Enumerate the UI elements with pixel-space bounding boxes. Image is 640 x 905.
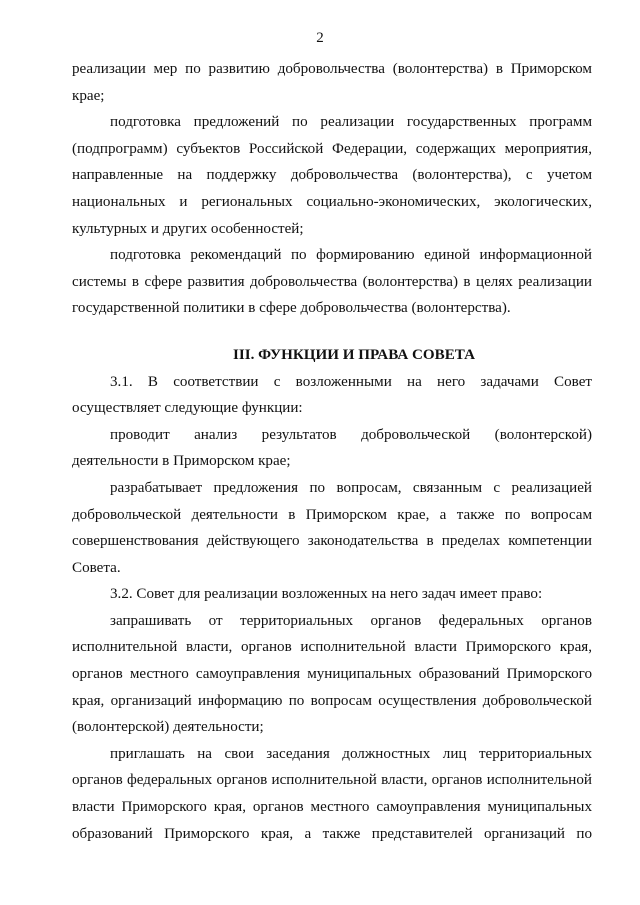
paragraph-function-analysis: проводит анализ результатов добровольческой (волонтерской) деятельности в Приморском крае; [72,426,592,470]
section-heading: III. ФУНКЦИИ И ПРАВА СОВЕТА [233,346,475,363]
paragraph-3-1-intro: 3.1. В соответствии с возложенными на него задачами Совет осуществляет следующие функции: [72,373,592,417]
paragraph-continuation: реализации мер по развитию добровольчества (волонтерства) в Приморском крае; [72,61,592,104]
paragraph-info-system: подготовка рекомендаций по формированию единой информационной системы в сфере развития добровольчества (волонтерства) в целях реализации государственной политики в сфере добровольчества (волонтерства). [72,247,592,317]
document-body [72,56,592,847]
paragraph-function-proposals: разрабатывает предложения по вопросам, связанным с реализацией добровольческой деятельности в Приморском крае, а также по вопросам совершенствования действующего законодательства в пределах компетенции Совета. [72,479,592,576]
paragraph-right-request: запрашивать от территориальных органов федеральных органов исполнительной власти, органов исполнительной власти Приморского края, органов местного самоуправления муниципальных образований Приморского края, организаций информацию по вопросам осуществления добровольческой (волонтерской) деятельности; [72,612,592,736]
page-number: 2 [316,30,324,46]
paragraph-programs-proposals: подготовка предложений по реализации государственных программ (подпрограмм) субъектов Российской Федерации, содержащих мероприятия, направленные на поддержку добровольчества (волонтерства), с учетом национальных и региональных социально-экономических, экологических, культурных и других особенностей; [72,114,592,237]
paragraph-3-2-intro: 3.2. Совет для реализации возложенных на него задач имеет право: [110,586,543,603]
paragraph-right-invite: приглашать на свои заседания должностных лиц территориальных органов федеральных органов исполнительной власти, органов исполнительной власти Приморского края, органов местного самоуправления муниципальных образований Приморского края, а также представителей организаций по [72,745,592,842]
